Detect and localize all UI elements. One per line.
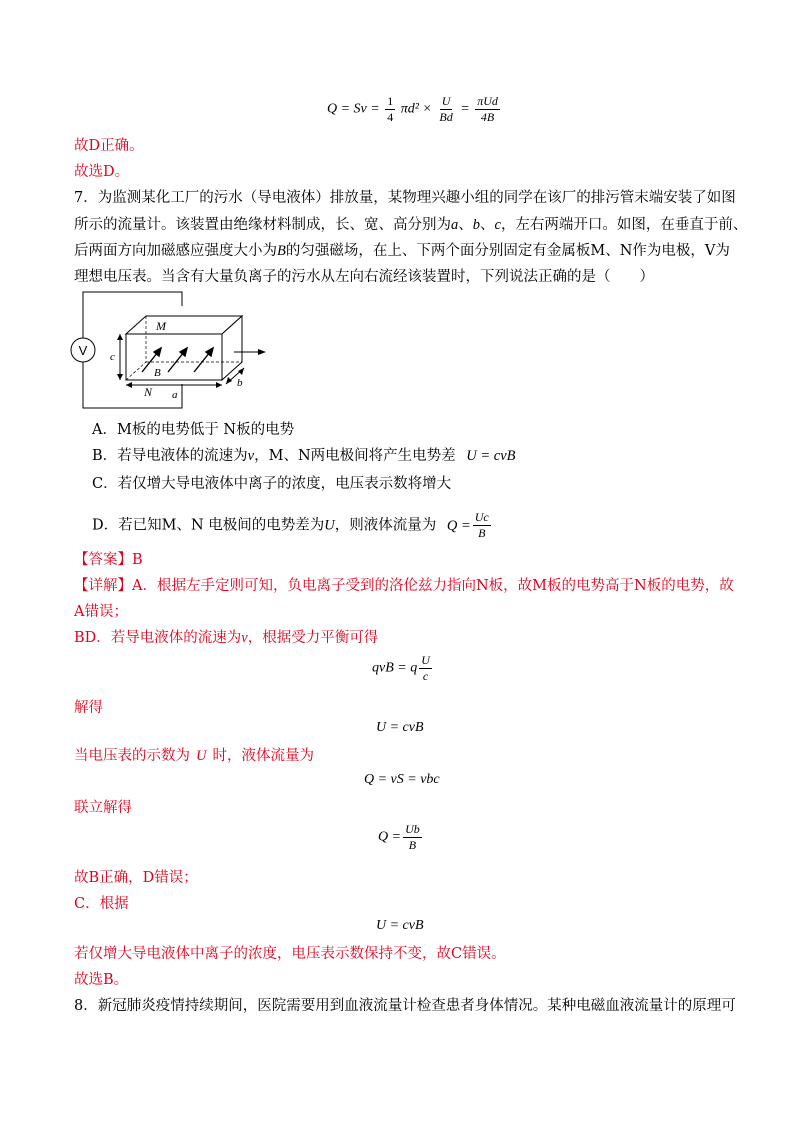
conclusion-choose-d: 故选D。 [74, 164, 130, 180]
label-B: B [154, 367, 161, 379]
answer-label: 【答案】B [74, 552, 143, 568]
q7-line1: 7．为监测某化工厂的污水（导电液体）排放量，某物理兴趣小组的同学在该厂的排污管末端安装了如图 [74, 190, 736, 206]
q7-line3: 后两面方向加磁感应强度大小为B的匀强磁场，在上、下两个面分别固定有金属板M、N作为电极，V为 [74, 243, 730, 259]
q7-line4: 理想电压表。当含有大量负离子的污水从左向右流经该装置时，下列说法正确的是（ ） [74, 269, 654, 285]
detail-line2: A错误； [74, 604, 128, 620]
equation-voltage-2: U = cvB [376, 918, 424, 933]
conclusion-d-correct: 故D正确。 [74, 138, 144, 154]
c-conclusion-line: 若仅增大导电液体中离子的浓度，电压表示数保持不变，故C错误。 [74, 946, 506, 962]
q7-line2: 所示的流量计。该装置由绝缘材料制成，长、宽、高分别为a、b、c，左右两端开口。如图，在垂直于前、 [74, 217, 748, 233]
option-c: C．若仅增大导电液体中离子的浓度，电压表示数将增大 [92, 476, 452, 492]
label-b: b [237, 377, 243, 389]
detail-line1: 【详解】A．根据左手定则可知，负电离子受到的洛伦兹力指向N板，故M板的电势高于N板的电势，故 [74, 578, 734, 594]
q8-line1: 8．新冠肺炎疫情持续期间，医院需要用到血液流量计检查患者身体情况。某种电磁血液流量计的原理可 [74, 998, 736, 1014]
option-d: D．若已知M、N 电极间的电势差为U，则液体流量为 Q = $\frac{Uc}{B}$ [92, 510, 489, 540]
choose-b-line: 故选B。 [74, 972, 129, 988]
b-correct-line: 故B正确，D错误； [74, 870, 198, 886]
label-N: N [144, 385, 153, 399]
label-c: c [110, 351, 115, 363]
equation-voltage: U = cvB [376, 720, 424, 735]
label-a: a [172, 389, 178, 401]
equation-flow: Q = vS = vbc [364, 772, 440, 787]
option-b: B．若导电液体的流速为v，M、N两电极间将产生电势差 U = cvB [92, 448, 516, 464]
label-M: M [156, 319, 166, 333]
solve-label: 解得 [74, 700, 103, 716]
equation-force-balance: qvB = q $\frac{U}{c}$ [372, 653, 430, 683]
when-voltage-line: 当电压表的示数为 U 时，液体流量为 [74, 748, 314, 764]
detail-bd: BD．若导电液体的流速为v，根据受力平衡可得 [74, 630, 379, 646]
box-front-face [126, 334, 222, 380]
voltmeter-label: V [78, 343, 88, 358]
equation-flow-rate: Q = Sv = $\frac{1}{4}$ πd² × $\frac{U}{Bd}$ = $\frac{\text{πUd}}{4B}$ [327, 94, 498, 124]
option-a: A．M板的电势低于 N板的电势 [92, 422, 295, 438]
c-basis-line: C．根据 [74, 896, 129, 912]
equation-result: Q = $\frac{Ub}{B}$ [378, 822, 420, 852]
combine-label: 联立解得 [74, 800, 132, 816]
flowmeter-diagram [64, 288, 274, 413]
